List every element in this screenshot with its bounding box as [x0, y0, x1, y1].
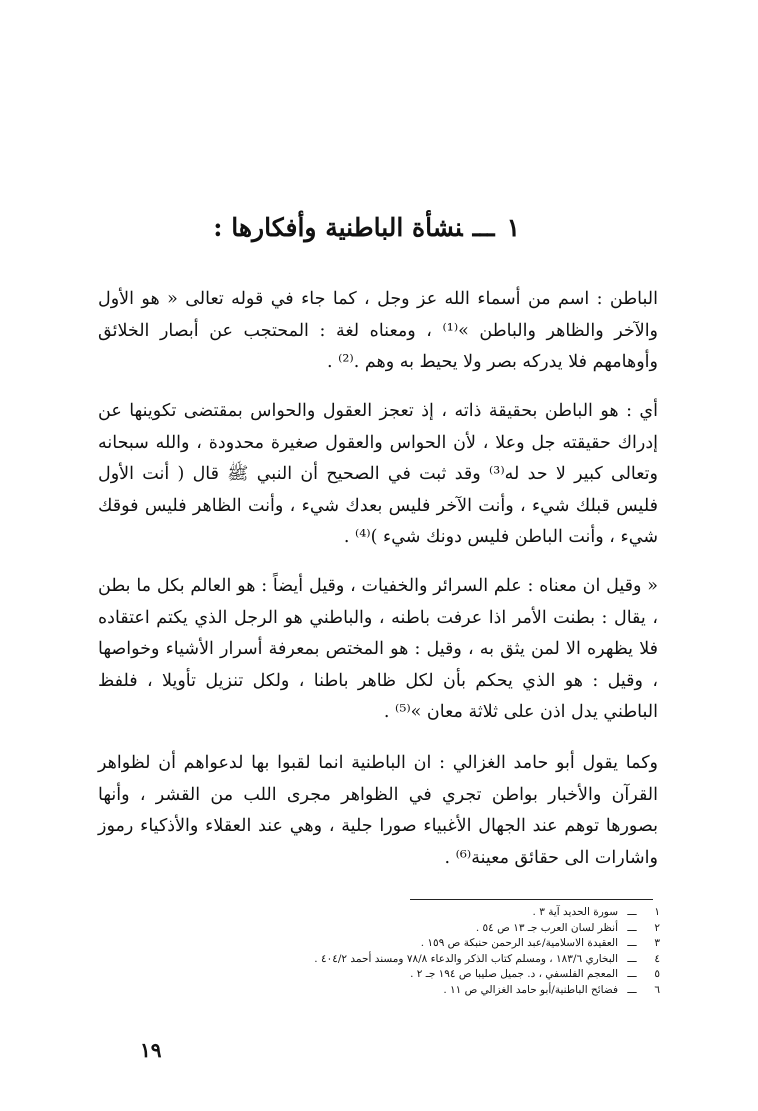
section-heading: [100, 208, 520, 248]
footnote-text: العقيدة الاسلامية/عبد الرحمن حنبكة ص ١٥٩ .: [420, 937, 618, 949]
footnote-item: [250, 967, 660, 983]
paragraph-ghazali: وكما يقول أبو حامد الغزالي : ان الباطنية انما لقبوا بها لدعواهم أن لظواهر القرآن والأخبار بواطن تجري في الظواهر مجرى اللب من القشر ، وأنها بصورها توهم عند الجهال الأغبياء صورا جلية ، وهي عند العقلاء والأذكياء رموز واشارات الى حقائق معينة⁽⁶⁾ .: [98, 753, 658, 868]
footnote-divider: [410, 899, 653, 900]
footnote-dash: ـــ: [627, 968, 637, 980]
footnote-text: البخاري ١٨٣/٦ ، ومسلم كتاب الذكر والدعاء ٧٨/٨ ومسند أحمد ٤٠٤/٢ .: [314, 952, 618, 965]
footnote-number: ٤: [654, 952, 660, 965]
footnote-item: [250, 905, 660, 921]
footnote-dash: ـــ: [627, 937, 637, 949]
footnote-text: سورة الحديد آية ٣ .: [532, 906, 618, 918]
section-title: نشأة الباطنية وأفكارها :: [213, 213, 463, 242]
paragraph-other-meanings: « وقيل ان معناه : علم السرائر والخفيات ، وقيل أيضاً : هو العالم بكل ما بطن ، يقال : بطنت الأمر اذا عرفت باطنه ، والباطني هو الرجل الذي يكتم اعتقاده فلا يظهره الا لمن يثق به ، وقيل : هو المختص بمعرفة أسرار الأشياء وخواصها ، وقيل : هو الذي يحكم بأن لكل ظاهر باطنا ، ولكل تنزيل تأويلا ، فلفظ الباطني يدل اذن على ثلاثة معان »⁽⁵⁾ .: [98, 576, 658, 722]
footnote-number: ٢: [654, 921, 660, 934]
footnotes-list: [250, 905, 660, 998]
footnote-item: [250, 921, 660, 937]
footnote-dash: ـــ: [627, 921, 637, 934]
footnote-item: [250, 936, 660, 952]
page-number: ١٩: [140, 1038, 162, 1062]
paragraph-meaning: أي : هو الباطن بحقيقة ذاته ، إذ تعجز العقول والحواس بمقتضى تكوينها عن إدراك حقيقته جل وعلا ، لأن الحواس والعقول صغيرة محدودة ، والله سبحانه وتعالى كبير لا حد له⁽³⁾ وقد ثبت في الصحيح أن النبي ﷺ قال ( أنت الأول فليس قبلك شيء ، وأنت الآخر فليس بعدك شيء ، وأنت الظاهر فليس فوقك شيء ، وأنت الباطن فليس دونك شيء )⁽⁴⁾ .: [98, 401, 658, 547]
section-number: ١: [506, 213, 520, 242]
footnote-number: ٥: [654, 968, 660, 980]
footnote-text: أنظر لسان العرب جـ ١٣ ص ٥٤ .: [475, 921, 618, 934]
footnote-number: ٦: [654, 983, 660, 996]
footnote-item: [250, 983, 660, 999]
footnote-number: ١: [654, 906, 660, 918]
paragraph-definition: الباطن : اسم من أسماء الله عز وجل ، كما جاء في قوله تعالى « هو الأول والآخر والظاهر والباطن »⁽¹⁾ ، ومعناه لغة : المحتجب عن أبصار الخلائق وأوهامهم فلا يدركه بصر ولا يحيط به وهم .⁽²⁾ .: [98, 289, 659, 372]
footnote-dash: ـــ: [627, 952, 637, 965]
footnote-text: المعجم الفلسفي ، د. جميل صليبا ص ١٩٤ جـ ٢ .: [410, 968, 618, 980]
footnote-dash: ـــ: [627, 983, 637, 996]
footnote-number: ٣: [654, 937, 660, 949]
footnote-item: [250, 952, 660, 968]
footnote-dash: ـــ: [627, 906, 637, 918]
footnote-text: فضائح الباطنية/أبو حامد الغزالي ص ١١ .: [443, 983, 618, 996]
section-dash: ـــ: [472, 213, 495, 242]
